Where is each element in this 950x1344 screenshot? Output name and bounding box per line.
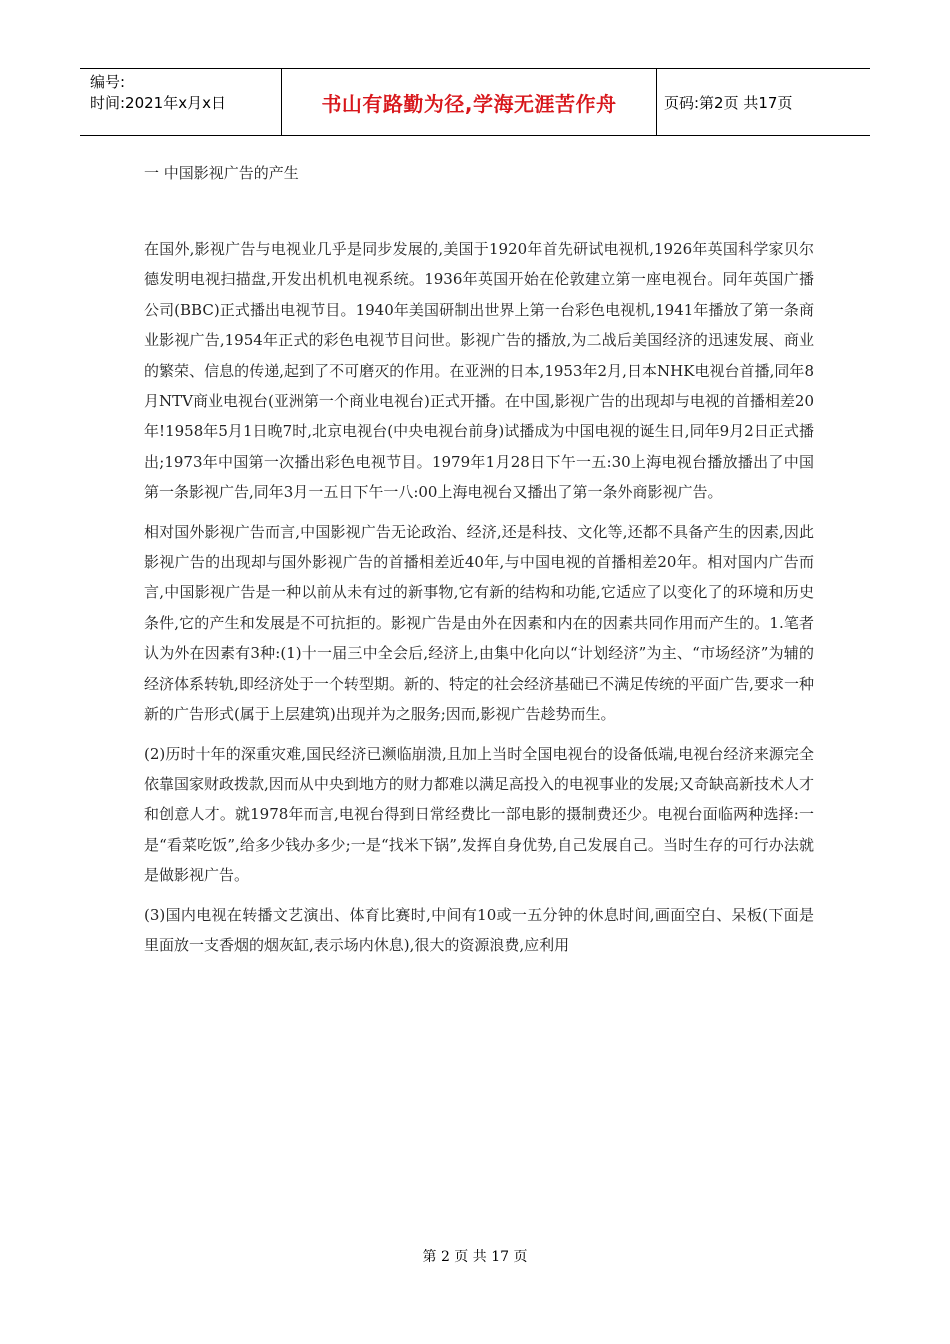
header-page-info: 页码:第2页 共17页 — [664, 93, 793, 112]
document-number-label: 编号: — [90, 73, 126, 91]
body-paragraph: 相对国外影视广告而言,中国影视广告无论政治、经济,还是科技、文化等,还都不具备产生的因素,因此影视广告的出现却与国外影视广告的首播相差近40年,与中国电视的首播相差20年。相对国内广告而言,中国影视广告是一种以前从未有过的新事物,它有新的结构和功能,它适应了以变化了的环境和历史条件,它的产生和发展是不可抗拒的。影视广告是由外在因素和内在的因素共同作用而产生的。1.笔者认为外在因素有3种:(1)十一届三中全会后,经济上,由集中化向以“计划经济”为主、“市场经济”为辅的经济体系转轨,即经济处于一个转型期。新的、特定的社会经济基础已不满足传统的平面广告,要求一种新的广告形式(属于上层建筑)出现并为之服务;因而,影视广告趁势而生。 — [144, 522, 814, 724]
body-paragraph: 在国外,影视广告与电视业几乎是同步发展的,美国于1920年首先研试电视机,1926年英国科学家贝尔德发明电视扫描盘,开发出机机电视系统。1936年英国开始在伦敦建立第一座电视台。同年英国广播公司(BBC)正式播出电视节目。1940年美国研制出世界上第一台彩色电视机,1941年播放了第一条商业影视广告,1954年正式的彩色电视节目问世。影视广告的播放,为二战后美国经济的迅速发展、商业的繁荣、信息的传递,起到了不可磨灭的作用。在亚洲的日本,1953年2月,日本NHK电视台首播,同年8月NTV商业电视台(亚洲第一个商业电视台)正式开播。在中国,影视广告的出现却与电视的首播相差20年!1958年5月1日晚7时,北京电视台(中央电视台前身)试播成为中国电视的诞生日,同年9月2日正式播出;1973年中国第一次播出彩色电视节目。1979年1月28日下午一五:30上海电视台播放播出了中国第一条影视广告,同年3月一五日下午一八:00上海电视台又播出了第一条外商影视广告。 — [144, 240, 814, 502]
body-paragraph: (2)历时十年的深重灾难,国民经济已濒临崩溃,且加上当时全国电视台的设备低端,电视台经济来源完全依靠国家财政拨款,因而从中央到地方的财力都难以满足高投入的电视事业的发展;又奇缺高新技术人才和创意人才。就1978年而言,电视台得到日常经费比一部电影的摄制费还少。电视台面临两种选择:一是“看菜吃饭”,给多少钱办多少;一是“找米下锅”,发挥自身优势,自己发展自己。当时生存的可行办法就是做影视广告。 — [144, 744, 814, 885]
document-date: 时间:2021年x月x日 — [90, 94, 226, 112]
section-title: 一 中国影视广告的产生 — [144, 164, 299, 182]
section-spacer — [144, 188, 814, 234]
document-body — [144, 158, 814, 960]
body-paragraph: (3)国内电视在转播文艺演出、体育比赛时,中间有10或一五分钟的休息时间,画面空白、呆板(下面是里面放一支香烟的烟灰缸,表示场内休息),很大的资源浪费,应利用 — [144, 905, 814, 954]
page-header — [80, 68, 870, 136]
header-motto: 书山有路勤为径,学海无涯苦作舟 — [282, 69, 657, 135]
page-footer: 第 2 页 共 17 页 — [422, 1249, 528, 1265]
header-meta — [80, 69, 282, 135]
